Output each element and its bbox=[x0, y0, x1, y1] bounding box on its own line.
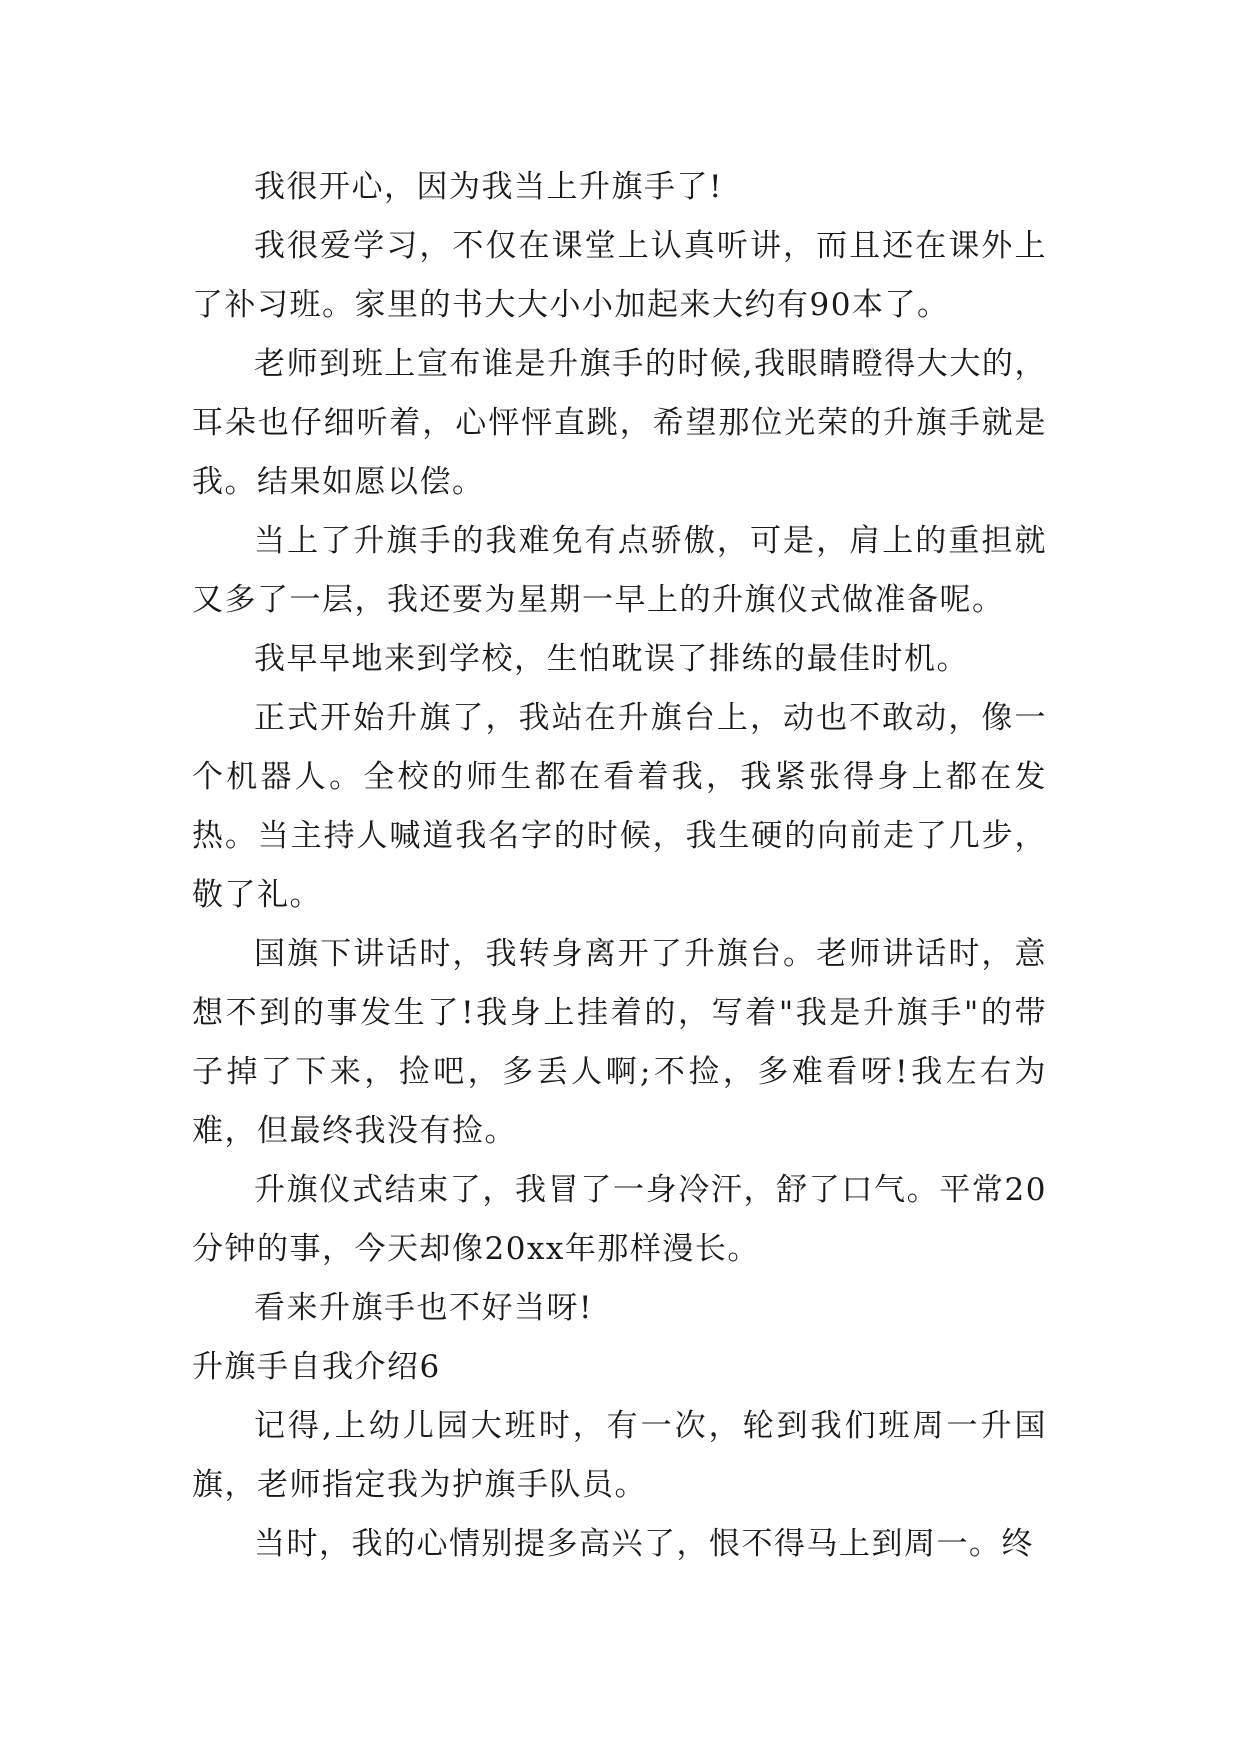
paragraph: 记得,上幼儿园大班时，有一次，轮到我们班周一升国旗，老师指定我为护旗手队员。 bbox=[192, 1408, 1047, 1503]
paragraph: 当时，我的心情别提多高兴了，恨不得马上到周一。终 bbox=[254, 1526, 1034, 1562]
paragraph: 我早早地来到学校，生怕耽误了排练的最佳时机。 bbox=[254, 641, 969, 677]
paragraph: 当上了升旗手的我难免有点骄傲，可是，肩上的重担就又多了一层，我还要为星期一早上的升旗仪式做准备呢。 bbox=[192, 523, 1047, 618]
section-heading: 升旗手自我介绍6 bbox=[192, 1349, 441, 1385]
paragraph: 老师到班上宣布谁是升旗手的时候,我眼睛瞪得大大的，耳朵也仔细听着，心怦怦直跳，希望那位光荣的升旗手就是我。结果如愿以偿。 bbox=[192, 346, 1047, 500]
paragraph: 升旗仪式结束了，我冒了一身冷汗，舒了口气。平常20分钟的事，今天却像20xx年那样漫长。 bbox=[192, 1172, 1047, 1267]
paragraph: 我很爱学习，不仅在课堂上认真听讲，而且还在课外上了补习班。家里的书大大小小加起来大约有90本了。 bbox=[192, 228, 1047, 323]
paragraph: 正式开始升旗了，我站在升旗台上，动也不敢动，像一个机器人。全校的师生都在看着我，我紧张得身上都在发热。当主持人喊道我名字的时候，我生硬的向前走了几步，敬了礼。 bbox=[192, 700, 1047, 913]
paragraph: 国旗下讲话时，我转身离开了升旗台。老师讲话时，意想不到的事发生了!我身上挂着的，写着"我是升旗手"的带子掉了下来，捡吧，多丢人啊;不捡，多难看呀!我左右为难，但最终我没有捡。 bbox=[192, 936, 1047, 1149]
paragraph: 看来升旗手也不好当呀! bbox=[254, 1290, 593, 1326]
paragraph: 我很开心，因为我当上升旗手了! bbox=[254, 169, 723, 205]
document-body bbox=[192, 158, 1047, 1574]
